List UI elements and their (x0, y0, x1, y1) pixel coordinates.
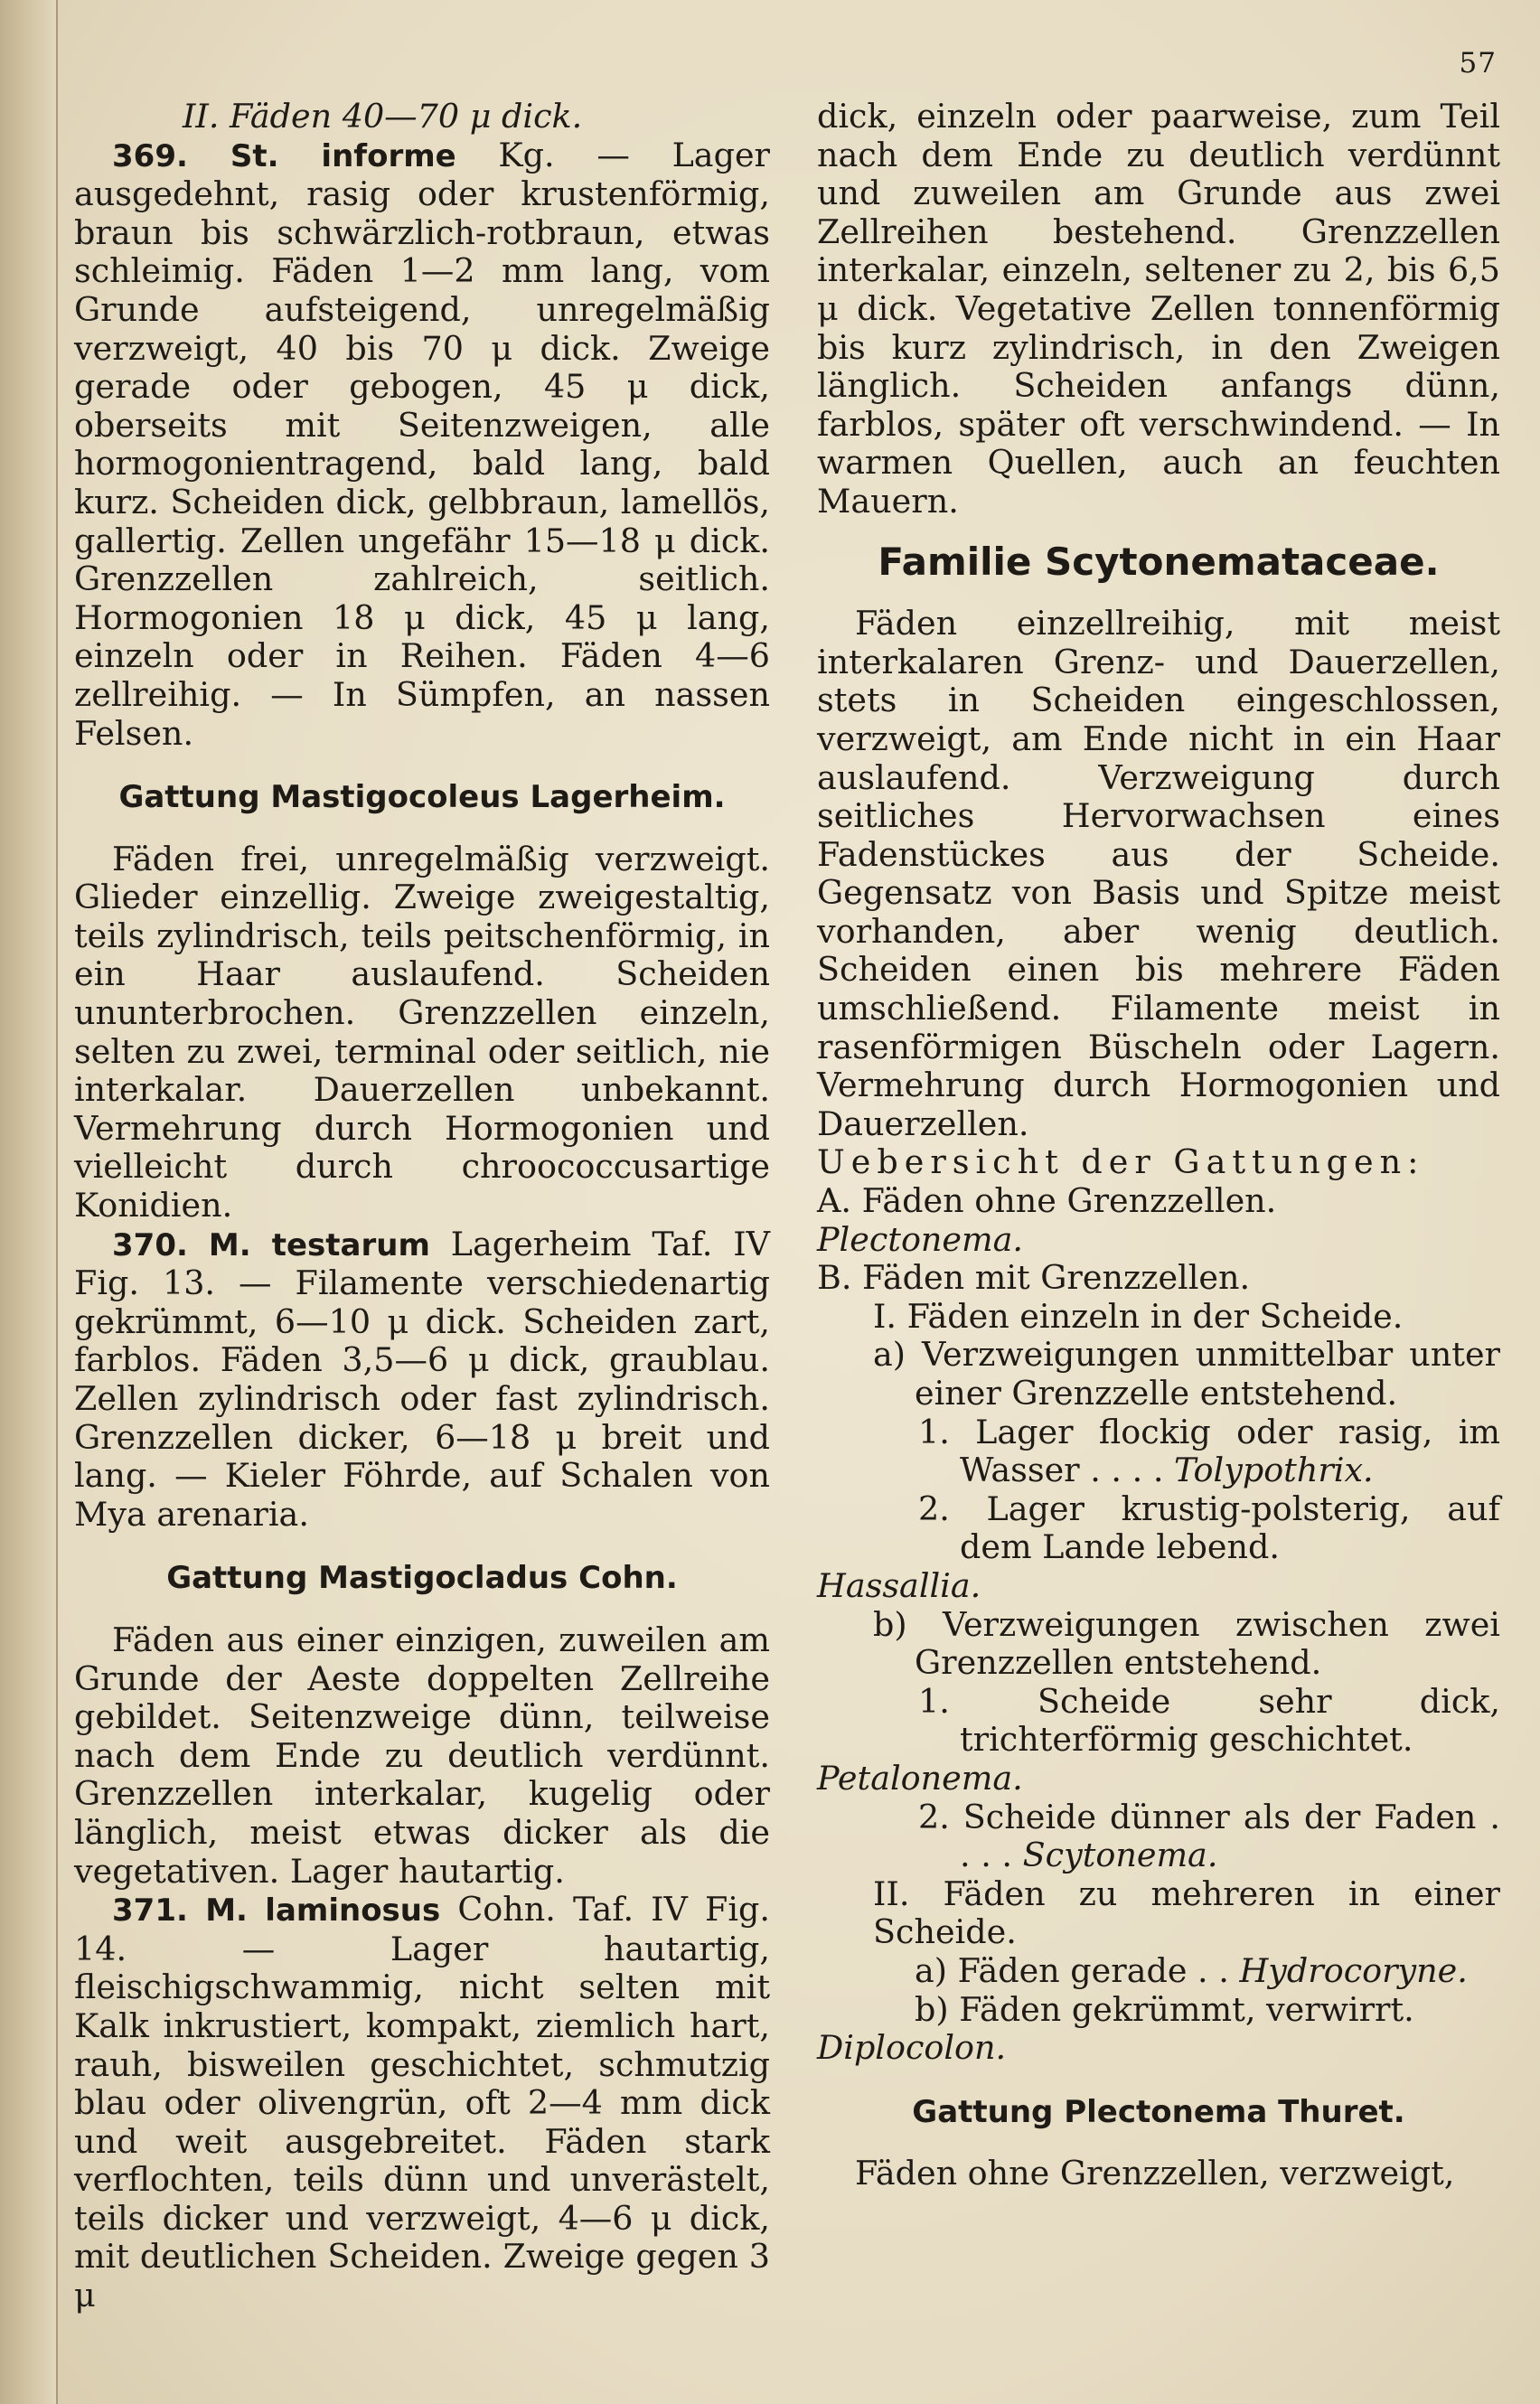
left-column (74, 98, 770, 2315)
family-scytonemataceae-heading: Familie Scytonemataceae. (878, 539, 1440, 584)
species-371-text: Cohn. Taf. IV Fig. 14. — Lager hautartig, fleischigschwammig, nicht selten mit Kalk inkrustiert, kompakt, ziemlich hart, rauh, bisweilen geschichtet, schmutzig blau oder olivengrün, oft 2—4 mm dick und weit ausgebreitet. Fäden stark verflochten, teils dünn und unverästelt, teils dicker und verzweigt, 4—6 μ dick, mit deutlichen Scheiden. Zweige gegen 3 μ (74, 1890, 770, 2315)
key-b-ii-a-genus: Hydrocoryne. (1239, 1950, 1468, 1990)
key-b-i-a: a) Verzweigungen unmittelbar unter einer Grenzzelle entstehend. (873, 1335, 1500, 1413)
key-b-i-b-2-genus: Scytonema. (1022, 1836, 1218, 1875)
key-b-i-b-2-text: 2. Scheide dünner als der Faden . . . . (918, 1797, 1500, 1875)
genus-mastigocladus-description: Fäden aus einer einzigen, zuweilen am Grunde der Aeste doppelten Zellreihe gebildet. Seitenzweige dünn, teilweise nach dem Ende zu deutlich verdünnt. Grenzzellen interkalar, kugelig oder länglich, meist etwas dicker als die vegetativen. Lager hautartig. (74, 1620, 770, 1891)
key-b-i-a-2-genus: Hassallia. (817, 1565, 981, 1605)
key-b-i-b-1-genus: Petalonema. (817, 1758, 1023, 1798)
species-370-entry (74, 1225, 770, 1535)
right-column (817, 98, 1500, 2193)
genera-key-heading: Uebersicht der Gattungen: (817, 1142, 1425, 1182)
key-b-i-b: b) Verzweigungen zwischen zwei Grenzzellen entstehend. (873, 1604, 1500, 1683)
species-371-continuation: dick, einzeln oder paarweise, zum Teil nach dem Ende zu deutlich verdünnt und zuweilen am Grunde aus zwei Zellreihen bestehend. Grenzzellen interkalar, einzeln, seltener zu 2, bis 6,5 μ dick. Vegetative Zellen tonnenförmig bis kurz zylindrisch, in den Zweigen länglich. Scheiden anfangs dünn, farblos, später oft verschwindend. — In warmen Quellen, auch an feuchten Mauern. (817, 97, 1500, 521)
key-b-ii: II. Fäden zu mehreren in einer Scheide. (873, 1873, 1500, 1952)
key-b-i-a-1-text: 1. Lager flockig oder rasig, im Wasser . . . . (918, 1412, 1500, 1490)
species-371-name: 371. M. laminosus (112, 1892, 441, 1930)
key-a: A. Fäden ohne Grenzzellen. (817, 1181, 1277, 1221)
key-b-i: I. Fäden einzeln in der Scheide. (873, 1296, 1404, 1336)
key-b-i-a-2: 2. Lager krustig-polsterig, auf dem Lande lebend. (918, 1488, 1500, 1567)
key-a-genus: Plectonema. (817, 1219, 1024, 1259)
genus-plectonema-description: Fäden ohne Grenzzellen, verzweigt, (855, 2154, 1455, 2193)
key-b-ii-b-genus: Diplocolon. (817, 2028, 1007, 2068)
key-b-i-b-1: 1. Scheide sehr dick, trichterförmig geschichtet. (918, 1681, 1500, 1760)
species-371-entry (74, 1891, 770, 2315)
facing-page-edge (0, 0, 58, 2404)
key-b-ii-a-text: a) Fäden gerade . . (915, 1950, 1229, 1990)
species-370-name: 370. M. testarum (112, 1226, 430, 1263)
genus-mastigocladus-heading: Gattung Mastigocladus Cohn. (166, 1560, 678, 1597)
genus-mastigocoleus-heading: Gattung Mastigocoleus Lagerheim. (118, 779, 726, 816)
key-b-ii-a (817, 1952, 1500, 1991)
key-b-ii-b: b) Fäden gekrümmt, verwirrt. (915, 1989, 1414, 2029)
key-b-i-b-2 (817, 1798, 1500, 1875)
species-370-text: Lagerheim Taf. IV Fig. 13. — Filamente verschiedenartig gekrümmt, 6—10 μ dick. Scheiden zart, farblos. Fäden 3,5—6 μ dick, graublau. Zellen zylindrisch oder fast zylindrisch. Grenzzellen dicker, 6—18 μ breit und lang. — Kieler Föhrde, auf Schalen von Mya arenaria. (74, 1224, 770, 1534)
key-b-i-a-1-genus: Tolypothrix. (1174, 1451, 1374, 1490)
page-number: 57 (1459, 47, 1497, 80)
key-b-i-a-1 (817, 1413, 1500, 1490)
species-369-text: Kg. — Lager ausgedehnt, rasig oder krustenförmig, braun bis schwärzlich-rotbraun, etwas schleimig. Fäden 1—2 mm lang, vom Grunde aufsteigend, unregelmäßig verzweigt, 40 bis 70 μ dick. Zweige gerade oder gebogen, 45 μ dick, oberseits mit Seitenzweigen, alle hormogonientragend, bald lang, bald kurz. Scheiden dick, gelbbraun, lamellös, gallertig. Zellen ungefähr 15—18 μ dick. Grenzzellen zahlreich, seitlich. Hormogonien 18 μ dick, 45 μ lang, einzeln oder in Reihen. Fäden 4—6 zellreihig. — In Sümpfen, an nassen Felsen. (74, 135, 770, 753)
genus-mastigocoleus-description: Fäden frei, unregelmäßig verzweigt. Glieder einzellig. Zweige zweigestaltig, teils zylindrisch, teils peitschenförmig, in ein Haar auslaufend. Scheiden ununterbrochen. Grenzzellen einzeln, selten zu zwei, terminal oder seitlich, nie interkalar. Dauerzellen unbekannt. Vermehrung durch Hormogonien und vielleicht durch chroococcusartige Konidien. (74, 839, 770, 1225)
species-369-entry (74, 136, 770, 754)
subsection-heading: II. Fäden 40—70 μ dick. (183, 97, 583, 136)
genus-plectonema-heading: Gattung Plectonema Thuret. (912, 2093, 1405, 2130)
species-369-name: 369. St. informe (112, 137, 456, 174)
family-description: Fäden einzellreihig, mit meist interkalaren Grenz- und Dauerzellen, stets in Scheiden eingeschlossen, verzweigt, am Ende nicht in ein Haar auslaufend. Verzweigung durch seitliches Hervorwachsen eines Fadenstückes aus der Scheide. Gegensatz von Basis und Spitze meist vorhanden, aber wenig deutlich. Scheiden einen bis mehrere Fäden umschließend. Filamente meist in rasenförmigen Büscheln oder Lagern. Vermehrung durch Hormogonien und Dauerzellen. (817, 604, 1500, 1143)
key-b: B. Fäden mit Grenzzellen. (817, 1258, 1251, 1298)
